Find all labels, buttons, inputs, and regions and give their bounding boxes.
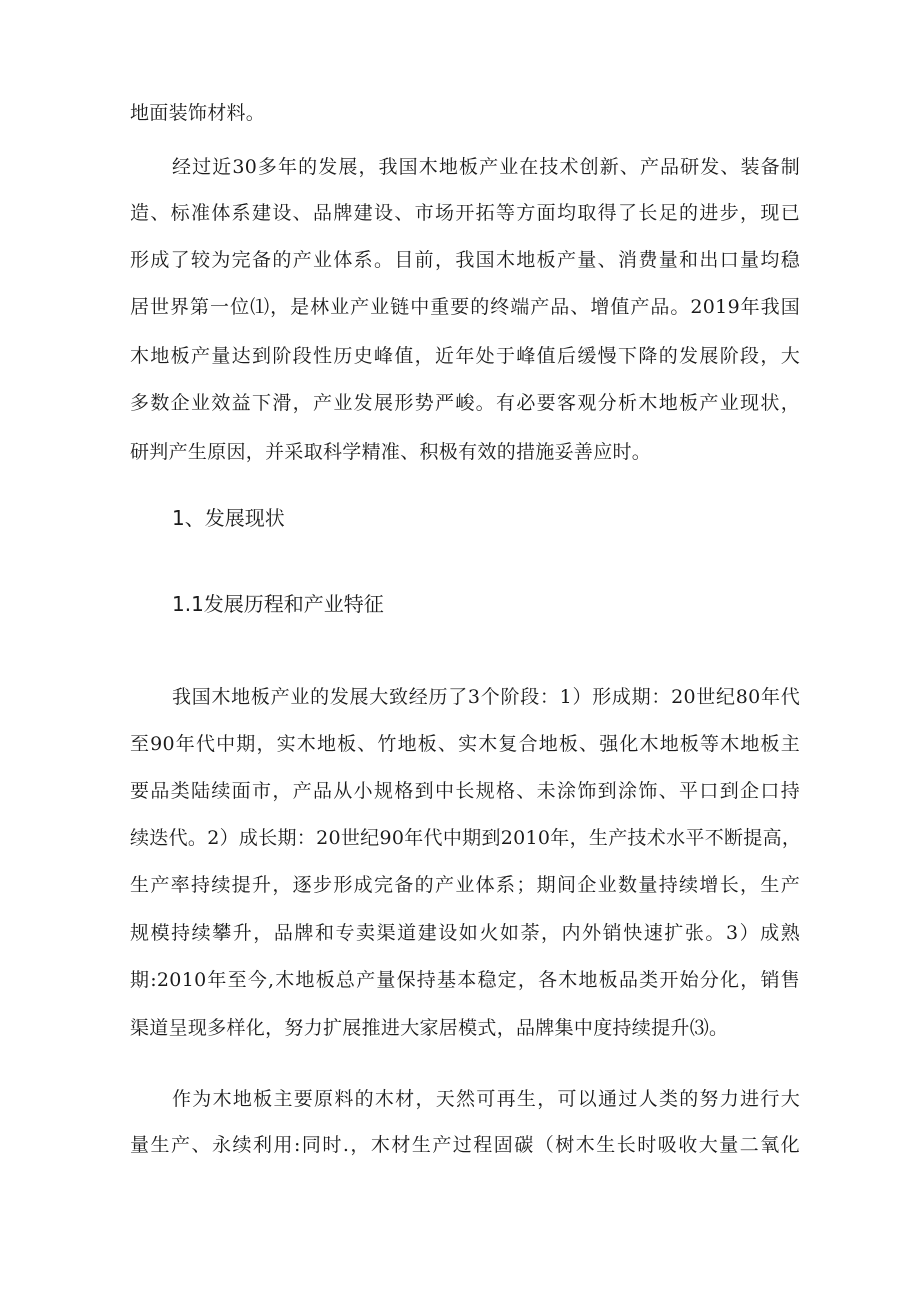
paragraph-line: 木地板产量达到阶段性历史峰值，近年处于峰值后缓慢下降的发展阶段，大	[130, 345, 800, 367]
paragraph-line: 作为木地板主要原料的木材，天然可再生，可以通过人类的努力进行大	[172, 1088, 800, 1110]
paragraph-line: 居世界第一位⑴，是林业产业链中重要的终端产品、增值产品。2019年我国	[130, 296, 800, 318]
paragraph-line: 我国木地板产业的发展大致经历了3个阶段：1）形成期：20世纪80年代	[172, 686, 800, 708]
paragraph-line: 多数企业效益下滑，产业发展形势严峻。有必要客观分析木地板产业现状，	[130, 392, 800, 414]
paragraph-line: 量生产、永续利用:同时.，木材生产过程固碳（树木生长时吸收大量二氧化	[130, 1134, 800, 1156]
paragraph-line: 至90年代中期，实木地板、竹地板、实木复合地板、强化木地板等木地板主	[130, 733, 800, 755]
subsection-heading: 1.1发展历程和产业特征	[172, 592, 384, 616]
paragraph-line: 续迭代。2）成长期：20世纪90年代中期到2010年，生产技术水平不断提高，	[130, 827, 802, 849]
paragraph-line: 地面装饰材料。	[130, 102, 266, 124]
paragraph-line: 研判产生原因，并采取科学精准、积极有效的措施妥善应时。	[130, 441, 652, 463]
paragraph-line: 期:2010年至今,木地板总产量保持基本稳定，各木地板品类开始分化，销售	[130, 969, 800, 991]
paragraph-line: 要品类陆续面市，产品从小规格到中长规格、未涂饰到涂饰、平口到企口持	[130, 780, 800, 802]
paragraph-line: 渠道呈现多样化，努力扩展推进大家居模式，品牌集中度持续提升⑶。	[130, 1017, 729, 1039]
paragraph-line: 规模持续攀升，品牌和专卖渠道建设如火如荼，内外销快速扩张。3）成熟	[130, 922, 800, 944]
paragraph-line: 经过近30多年的发展，我国木地板产业在技术创新、产品研发、装备制	[172, 156, 800, 178]
paragraph-line: 生产率持续提升，逐步形成完备的产业体系；期间企业数量持续增长，生产	[130, 874, 800, 896]
paragraph-line: 造、标准体系建设、品牌建设、市场开拓等方面均取得了长足的进步，现已	[130, 202, 800, 224]
paragraph-line: 形成了较为完备的产业体系。目前，我国木地板产量、消费量和出口量均稳	[130, 249, 800, 271]
section-heading: 1、发展现状	[172, 506, 285, 530]
